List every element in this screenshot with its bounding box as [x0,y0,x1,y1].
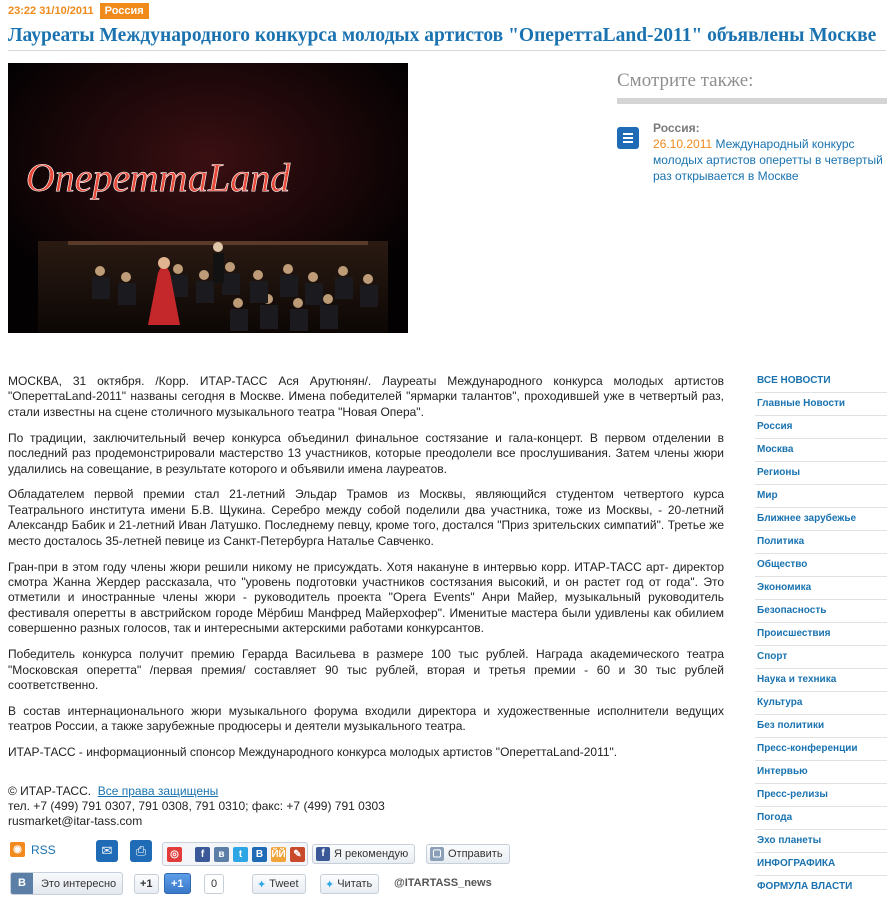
article-paragraph: В состав интернационального жюри музыкального форума входили директора и художественные исполнители ведущих театров России, а также зарубежные продюсеры и деятели музыкального театра. [8,703,724,734]
sidebar-item-weather[interactable]: Погода [755,807,887,830]
see-also-block [617,70,887,184]
vkontakte-icon[interactable]: в [214,847,229,862]
news-sections-nav [755,370,887,899]
publish-datetime: 23:22 31/10/2011 [8,4,94,17]
sidebar-item-politics[interactable]: Политика [755,531,887,554]
article-paragraph: Обладателем первой премии стал 21-летний Эльдар Трамов из Москвы, являющийся студентом четвертого курса Театрального института имени Б.В. Щукина. Серебро между собой поделили два участника, тоже из Москвы, - 20-летний Александр Бабик и 21-летний Иван Латушко. Последнему певцу, кроме того, достался "Приз зрительских симпатий". Третье же место досталось 35-летней певице из Санкт-Петербурга Наталье Савченко. [8,487,724,548]
sidebar-item-near-abroad[interactable]: Ближнее зарубежье [755,508,887,531]
article-paragraph: Гран-при в этом году члены жюри решили никому не присуждать. Хотя накануне в интервью корр. ИТАР-ТАСС арт- директор смотра Жанна Жердер рассказала, что "уровень подготовки участников состязания высокий, и он растет год от года". Это отметили и иностранные члены жюри - руководитель проекта "Opera Events" Анри Майер, музыкальный руководитель фестиваля оперетты в австрийском городе Мёрбиш Манфред Майерхофер". Именитые мастера были удивлены как обилием совершенно разных голосов, так и интересными актерскими работами конкурсантов. [8,559,724,636]
twitter-bird-icon: ✦ [325,878,335,891]
sidebar-item-no-politics[interactable]: Без политики [755,715,887,738]
list-icon [617,127,639,149]
plus-one-count-value: 0 [211,878,218,890]
sidebar-item-sport[interactable]: Спорт [755,646,887,669]
concert-stage-image [8,63,408,333]
social-icons-group [162,842,308,866]
sidebar-item-economy[interactable]: Экономика [755,577,887,600]
photo-logo: ОпереттаLand [25,155,291,200]
google-plus-one-button[interactable] [164,873,191,894]
article-footer [8,784,385,829]
see-also-date: 26.10.2011 [653,137,713,151]
see-also-link[interactable] [653,136,887,184]
rights-link[interactable]: Все права защищены [97,784,219,798]
livejournal-icon[interactable]: B [252,847,267,862]
tweet-button[interactable] [252,874,306,894]
article-paragraph: МОСКВА, 31 октября. /Корр. ИТАР-ТАСС Ася Арутюнян/. Лауреаты Международного конкурса молодых артистов "ОпереттаLand-2011" названы сегодня в Москве. Имена победителей "ярмарки талантов", проходившей уже в четвертый раз, стали известны на сцене столичного музыкального театра "Новая Опера". [8,374,724,419]
region-badge[interactable]: Россия [100,3,149,19]
send-button[interactable] [426,844,510,864]
tweet-label: Tweet [269,878,299,890]
see-also-title: Смотрите также: [617,70,887,104]
article-body [8,374,724,771]
sidebar-item-security[interactable]: Безопасность [755,600,887,623]
vkontakte-icon: B [11,873,33,894]
twitter-icon[interactable]: t [233,847,248,862]
sidebar-item-regions[interactable]: Регионы [755,462,887,485]
send-icon: ▢ [430,847,444,861]
moi-mir-icon[interactable]: ЙЙ [271,849,286,860]
recommend-label: Я рекомендую [334,848,409,860]
see-also-region: Россия: [653,121,700,135]
rss-label: RSS [31,842,56,857]
twitter-handle[interactable]: @ITARTASS_news [394,877,492,889]
article-photo [8,63,408,333]
copyright-line [8,784,385,799]
article-headline: Лауреаты Международного конкурса молодых артистов "ОпереттаLand-2011" объявлены Москве [8,25,877,46]
sidebar-item-all-news[interactable]: ВСЕ НОВОСТИ [755,370,887,393]
sidebar-item-echo-planet[interactable]: Эхо планеты [755,830,887,853]
odnoklassniki-icon[interactable]: ◎ [167,847,182,862]
contact-phone: тел. +7 (499) 791 0307, 791 0308, 791 0310; факс: +7 (499) 791 0303 [8,799,385,813]
rss-icon: ◉ [10,842,25,857]
article-paragraph: ИТАР-ТАСС - информационный спонсор Международного конкурса молодых артистов "ОпереттаLand-2011". [8,745,618,760]
sidebar-item-top-news[interactable]: Главные Новости [755,393,887,416]
plus-one-count [204,874,224,894]
sidebar-item-society[interactable]: Общество [755,554,887,577]
recommend-button[interactable] [312,844,415,864]
sidebar-item-interviews[interactable]: Интервью [755,761,887,784]
plus-one-label: +1 [140,878,153,890]
headline-divider [8,50,886,51]
article-paragraph: Победитель конкурса получит премию Герарда Васильева в размере 100 тыс рублей. Награда академического театра "Московская оперетта" /первая премия/ составляет 90 тыс рублей, вторая и третья премии - 60 и 30 тыс рублей соответственно. [8,647,724,692]
sidebar-item-infographics[interactable]: ИНФОГРАФИКА [755,853,887,876]
liveinternet-icon[interactable]: ✎ [290,847,305,862]
sidebar-item-press-conferences[interactable]: Пресс-конференции [755,738,887,761]
sidebar-item-moscow[interactable]: Москва [755,439,887,462]
see-also-item[interactable] [617,120,887,184]
send-label: Отправить [448,848,503,860]
see-also-link-text[interactable]: Международный конкурс молодых артистов оперетты в четвертый раз открывается в Москве [653,137,883,183]
follow-label: Читать [337,878,373,890]
print-icon[interactable]: ⎙ [130,840,152,862]
email-icon[interactable]: ✉ [96,840,118,862]
rss-link[interactable] [10,842,56,857]
vk-interesting-button[interactable] [10,872,123,895]
share-row-top [10,838,530,868]
follow-button[interactable] [320,874,379,894]
plus-one-label: +1 [171,877,184,890]
facebook-icon: f [316,847,330,861]
share-row-bottom [10,872,530,896]
contact-email: rusmarket@itar-tass.com [8,814,143,828]
google-plus-one-small[interactable] [134,874,159,894]
sidebar-item-russia[interactable]: Россия [755,416,887,439]
article-paragraph: По традиции, заключительный вечер конкурса объединил финальное состязание и гала-концерт. В первом отделении в последний раз продемонстрировали мастерство 13 участников, которые преодолели все прослушивания. Затем члены жюри удалились на совещание, в результате которого и объявили имена лауреатов. [8,430,724,476]
twitter-bird-icon: ✦ [257,878,267,891]
article-meta [8,2,149,19]
facebook-icon[interactable]: f [195,847,210,862]
sidebar-item-world[interactable]: Мир [755,485,887,508]
sidebar-item-incidents[interactable]: Происшествия [755,623,887,646]
sidebar-item-science[interactable]: Наука и техника [755,669,887,692]
sidebar-item-culture[interactable]: Культура [755,692,887,715]
copyright-text: © ИТАР-ТАСС. [8,784,92,798]
sidebar-item-press-releases[interactable]: Пресс-релизы [755,784,887,807]
vk-interesting-label: Это интересно [41,877,117,890]
sidebar-item-formula-vlasti[interactable]: ФОРМУЛА ВЛАСТИ [757,881,853,892]
